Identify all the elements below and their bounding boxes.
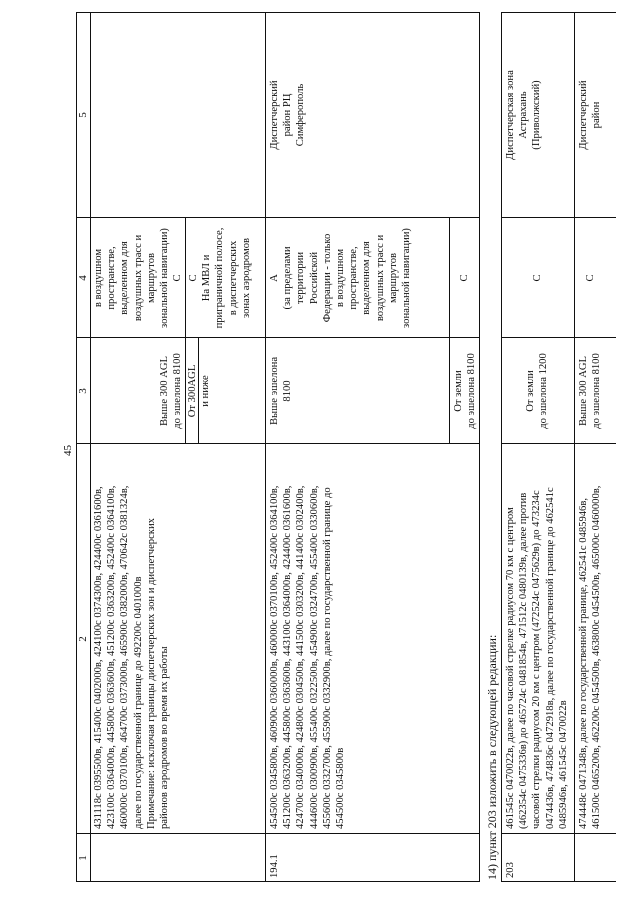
header-col-3: 3 bbox=[77, 388, 89, 394]
row-c-col4: C bbox=[532, 274, 543, 282]
text-line: 461545с 0470022в, далее по часовой стрелке радиусом 70 км с центром bbox=[505, 507, 516, 829]
row-a-sub2-col3 bbox=[186, 338, 212, 444]
text-line: 0474436в, 474836с 0472918в, далее по государственной границе до 462541с bbox=[544, 487, 556, 829]
row-c-col3 bbox=[524, 338, 550, 444]
text-line: Примечание: исключая границы диспетчерских зон и диспетчерских bbox=[145, 518, 157, 829]
row-b-col1: 194.1 bbox=[269, 854, 280, 878]
text-line: От земли bbox=[525, 370, 536, 412]
text-line: Выше 300 AGL bbox=[578, 356, 589, 427]
row-a-sub1-col3 bbox=[158, 338, 184, 444]
text-line: Выше 300 AGL bbox=[159, 356, 170, 427]
text-line: далее по государственной границе до 492200с 0401000в bbox=[132, 576, 144, 829]
text-line: район bbox=[591, 101, 603, 129]
text-line: часовой стрелки радиусом 20 км с центром (472524с 0475629в) до 473234с bbox=[531, 490, 543, 829]
row-a-col2 bbox=[92, 445, 171, 829]
text-line: 431118с 0395500в, 415400с 0402000в, 424100с 0374300в, 424400с 0361600в, bbox=[93, 486, 104, 829]
text-line: районов аэродромов во время их работы bbox=[159, 646, 171, 829]
text-line: территории bbox=[295, 251, 307, 305]
text-line: маршрутов bbox=[387, 252, 399, 304]
text-line: От 300AGL bbox=[187, 364, 198, 418]
text-line: Диспетчерский bbox=[578, 80, 589, 150]
table-rule bbox=[501, 881, 616, 882]
header-col-4: 4 bbox=[77, 275, 89, 281]
text-line: A bbox=[269, 274, 280, 282]
row-a-sub2-col4 bbox=[187, 218, 253, 338]
row-b-col2 bbox=[268, 445, 347, 829]
text-line: и ниже bbox=[200, 375, 212, 407]
text-line: зональной навигации) bbox=[401, 228, 413, 328]
table-rule bbox=[501, 833, 616, 834]
header-col-1: 1 bbox=[77, 855, 89, 861]
row-b-sub1-col3 bbox=[268, 338, 294, 444]
row-c-col5 bbox=[504, 12, 544, 218]
row-d-col3 bbox=[577, 338, 603, 444]
text-line: Российской bbox=[308, 251, 320, 305]
text-line: воздушных трасс и bbox=[374, 234, 386, 322]
text-line: 424700с 0340000в, 424800с 0304500в, 441500с 0303200в, 441400с 0302400в, bbox=[295, 485, 307, 829]
text-line: На МВЛ и bbox=[201, 254, 213, 302]
page-number: 45 bbox=[62, 445, 74, 456]
text-line: 0485946в, 461545с 0470022в bbox=[557, 700, 569, 829]
text-line: 460000с 0370100в, 464700с 0373000в, 465900с 0382000в, 470642с 0381324в, bbox=[119, 485, 131, 829]
text-line: Выше эшелона bbox=[269, 356, 280, 426]
text-line: до эшелона 8100 bbox=[172, 353, 184, 429]
table-rule bbox=[501, 12, 502, 882]
text-line: (462354с 0475336в) до 465724с 0481854в, 471512с 0480139в, далее против bbox=[518, 492, 530, 829]
table-rule bbox=[449, 218, 450, 444]
rotated-table-page bbox=[76, 12, 616, 882]
item-14-heading: 14) пункт 203 изложить в следующей редакции: bbox=[485, 634, 499, 880]
row-b-sub2-col4: C bbox=[459, 274, 470, 282]
row-b-col5 bbox=[268, 12, 308, 218]
text-line: 8100 bbox=[282, 380, 294, 402]
row-b-sub2-col3 bbox=[452, 338, 478, 444]
text-line: маршрутов bbox=[145, 252, 157, 304]
text-line: пространстве, bbox=[106, 246, 118, 310]
text-line: 455600с 0332700в, 455900с 0332900в, далее по государственной границе до bbox=[321, 487, 333, 829]
row-c-col2 bbox=[504, 445, 570, 829]
header-col-5: 5 bbox=[77, 112, 89, 118]
text-line: приграничной полосе, bbox=[214, 227, 226, 329]
text-line: в воздушном bbox=[93, 248, 104, 308]
row-a-sub1-col4 bbox=[92, 218, 184, 338]
row-d-col2 bbox=[577, 445, 603, 829]
text-line: C bbox=[172, 274, 184, 282]
text-line: зональной навигации) bbox=[159, 228, 171, 328]
text-line: 454500с 0345800в, 460900с 0360000в, 460000с 0370100в, 452400с 0364100в, bbox=[269, 485, 280, 829]
table-rule bbox=[265, 12, 266, 882]
row-b-sub1-col4 bbox=[268, 218, 413, 338]
text-line: воздушных трасс и bbox=[132, 234, 144, 322]
text-line: Астрахань bbox=[518, 91, 530, 139]
row-c-col1: 203 bbox=[505, 862, 516, 878]
text-line: Диспетчерский bbox=[269, 80, 280, 150]
text-line: пространстве, bbox=[348, 246, 360, 310]
text-line: до эшелона 8100 bbox=[466, 353, 478, 429]
header-col-2: 2 bbox=[77, 636, 89, 642]
text-line: 454500с 0345800в bbox=[335, 747, 347, 829]
text-line: зонах аэродромов bbox=[240, 237, 252, 319]
text-line: C bbox=[188, 274, 199, 282]
text-line: (Приволжский) bbox=[531, 80, 543, 150]
row-d-col5 bbox=[577, 12, 603, 218]
text-line: Федерации - только bbox=[321, 233, 333, 323]
text-line: 423100с 0364000в, 445800с 0363600в, 451200с 0363200в, 452400с 0364100в, bbox=[106, 485, 118, 829]
text-line: 444600с 0300900в, 455400с 0322500в, 454900с 0324700в, 455400с 0330600в, bbox=[308, 485, 320, 829]
text-line: 461500с 0465200в, 462200с 0454500в, 463800с 0454500в, 465000с 0460000в, bbox=[591, 485, 603, 829]
text-line: выделенном для bbox=[361, 241, 373, 315]
text-line: (за пределами bbox=[282, 246, 294, 310]
text-line: 474448с 0471348в, далее по государственной границе, 462541с 0485946в, bbox=[578, 497, 589, 829]
text-line: Симферополь bbox=[295, 83, 307, 147]
table-rule bbox=[76, 881, 479, 882]
table-rule bbox=[90, 12, 91, 882]
row-d-col4: C bbox=[585, 274, 596, 282]
text-line: Диспетчерская зона bbox=[505, 70, 516, 160]
text-line: до эшелона 8100 bbox=[591, 353, 603, 429]
table-rule bbox=[574, 12, 575, 882]
table-rule bbox=[479, 12, 480, 882]
text-line: район РЦ bbox=[282, 93, 294, 137]
text-line: до эшелона 1200 bbox=[538, 353, 550, 429]
text-line: в диспетчерских bbox=[227, 240, 239, 316]
text-line: 451200с 0363200в, 445800с 0363600в, 443100с 0364000в, 424400с 0361600в, bbox=[282, 485, 294, 829]
text-line: в воздушном bbox=[335, 248, 347, 308]
text-line: выделенном для bbox=[119, 241, 131, 315]
table-rule bbox=[76, 12, 77, 882]
text-line: От земли bbox=[453, 370, 464, 412]
